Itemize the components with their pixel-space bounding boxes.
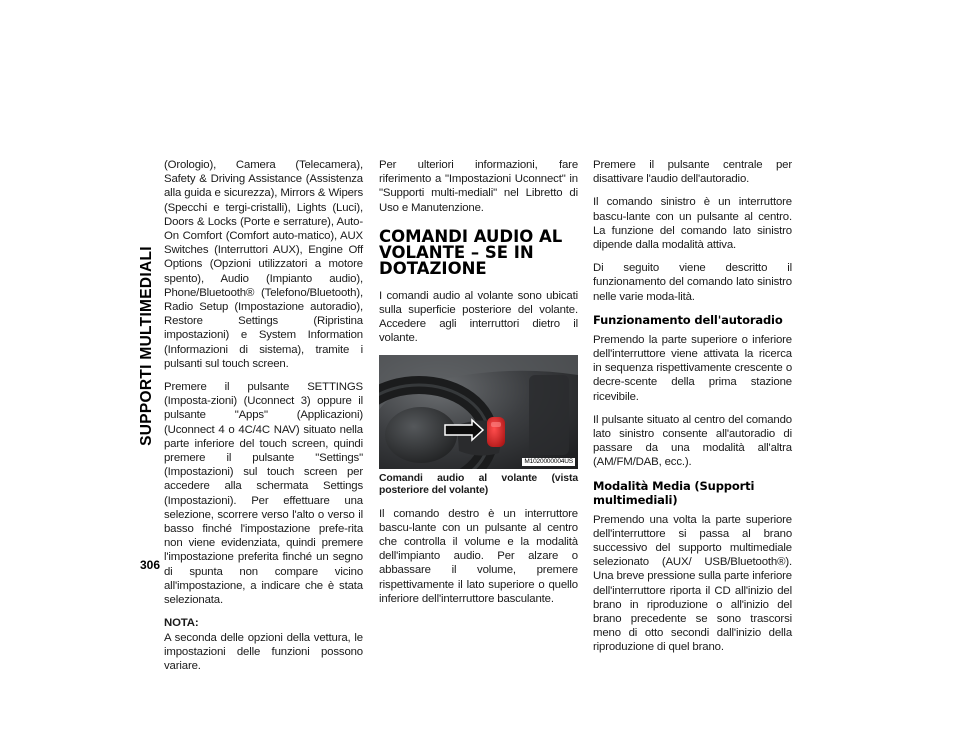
page-number: 306 xyxy=(140,558,161,572)
column-3 xyxy=(593,158,792,664)
side-tab xyxy=(139,158,155,534)
paragraph: Il comando destro è un interruttore bascu-lante con un pulsante al centro che controlla il volume e la modalità dell'impianto audio. Per alzare o abbassare il volume, premere rispettivamente il lato superiore o quello inferiore dell'interruttore basculante. xyxy=(379,507,578,605)
column-1 xyxy=(164,158,363,682)
paragraph: Il pulsante situato al centro del comando lato sinistro consente all'autoradio di passare da una modalità all'altra (AM/FM/DAB, ecc.). xyxy=(593,413,792,469)
section-heading: COMANDI AUDIO AL VOLANTE – SE IN DOTAZIONE xyxy=(379,226,563,278)
paragraph: Il comando sinistro è un interruttore bascu-lante con un pulsante al centro. La funzione del comando lato sinistro dipende dalla modalità attiva. xyxy=(593,196,792,252)
steering-wheel-illustration xyxy=(379,355,578,469)
note-text: A seconda delle opzioni della vettura, le impostazioni delle funzioni possono variare. xyxy=(164,631,363,672)
subheading: Funzionamento dell'autoradio xyxy=(593,312,783,327)
column-2 xyxy=(379,158,578,615)
subheading: Modalità Media (Supporti multimediali) xyxy=(593,478,755,507)
paragraph: Premere il pulsante centrale per disattivare l'audio dell'autoradio. xyxy=(593,159,792,186)
side-tab-label: SUPPORTI MULTIMEDIALI xyxy=(138,246,155,446)
figure-caption: Comandi audio al volante (vista posteriore del volante) xyxy=(379,472,578,497)
paragraph: Premere il pulsante SETTINGS (Imposta-zioni) (Uconnect 3) oppure il pulsante "Apps" (Applicazioni) (Uconnect 4 o 4C/4C NAV) situato nella parte inferiore del touch screen, quindi premere il pulsante "Settings" (Impostazioni) sul touch screen per accedere alla schermata Settings (Impostazioni). Per effettuare una selezione, scorrere verso l'alto o verso il basso finché l'impostazione prefe-rita non viene evidenziata, quindi premere l'impostazione preferita finché un segno di spunta non compare vicino all'impostazione, a indicare che è stata selezionata. xyxy=(164,381,363,607)
paragraph: Premendo una volta la parte superiore dell'interruttore si passa al brano successivo del supporto multimediale selezionato (AUX/ USB/Bluetooth®). Una breve pressione sulla parte inferiore dell'interruttore riporta il CD all'inizio del brano in riproduzione o all'inizio del brano precedente se sono trascorsi meno di otto secondi dall'inizio della riproduzione di quel brano. xyxy=(593,513,792,654)
paragraph: Premendo la parte superiore o inferiore dell'interruttore viene attivata la ricerca in sequenza rispettivamente crescente o decre-scente della prima stazione ricevibile. xyxy=(593,333,792,403)
paragraph: I comandi audio al volante sono ubicati sulla superficie posteriore del volante. Accedere agli interruttori dietro il volante. xyxy=(379,289,578,345)
figure-code: M1020000004US xyxy=(524,457,573,465)
steering-wheel-photo xyxy=(379,355,578,469)
paragraph: Di seguito viene descritto il funzionamento del comando lato sinistro nelle varie moda-lità. xyxy=(593,262,792,303)
paragraph: Per ulteriori informazioni, fare riferimento a "Impostazioni Uconnect" in "Supporti multi-mediali" nel Libretto di Uso e Manutenzione. xyxy=(379,159,578,214)
note-label: NOTA: xyxy=(164,617,199,630)
paragraph: (Orologio), Camera (Telecamera), Safety & Driving Assistance (Assistenza alla guida e sicurezza), Mirrors & Wipers (Specchi e tergi-cristalli), Lights (Luci), Doors & Locks (Porte e serrature), Auto-On Comfort (Comfort auto-matico), AUX Switches (Interruttori AUX), Engine Off Options (Opzioni utilizzatori a motore spento), Audio (Impianto audio), Phone/Bluetooth® (Telefono/Bluetooth), Radio Setup (Impostazione autoradio), Restore Settings (Ripristina impostazioni) e System Information (Informazioni di sistema), tramite i pulsanti sul touch screen. xyxy=(164,159,363,370)
